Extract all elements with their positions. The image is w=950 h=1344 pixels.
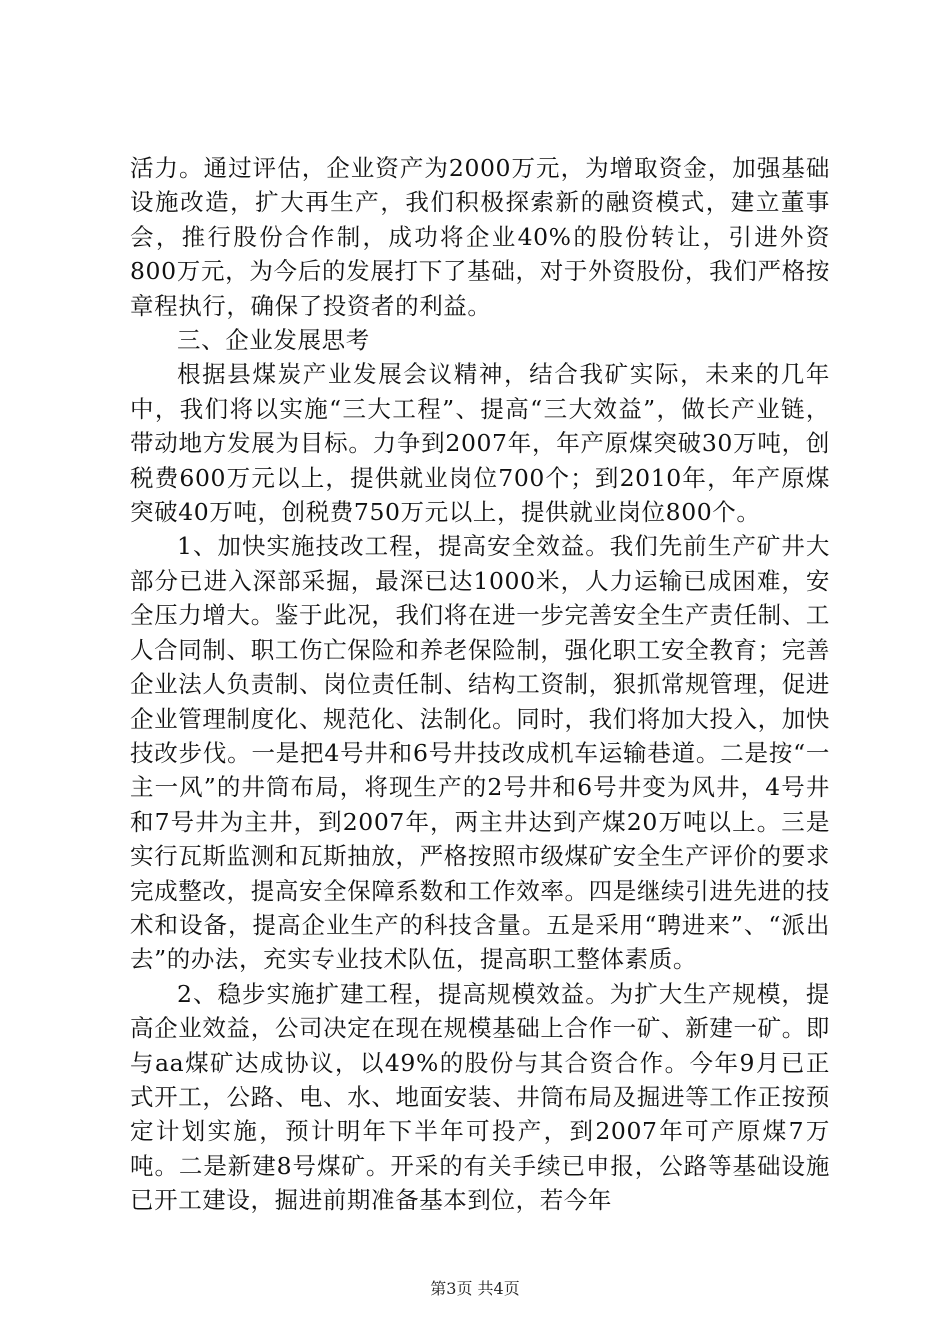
section-heading: 三、企业发展思考: [177, 326, 370, 355]
document-body: [130, 151, 830, 1218]
paragraph-item-2: 2、稳步实施扩建工程，提高规模效益。为扩大生产规模，提高企业效益，公司决定在现在规模基础上合作一矿、新建一矿。即与aa煤矿达成协议，以49%的股份与其合资合作。今年9月已正式开工，公路、电、水、地面安装、井筒布局及掘进等工作正按预定计划实施，预计明年下半年可投产，到2007年可产原煤7万吨。二是新建8号煤矿。开采的有关手续已申报，公路等基础设施已开工建设，掘进前期准备基本到位，若今年: [130, 979, 830, 1215]
page-number: 第3页 共4页: [430, 1279, 520, 1298]
paragraph-item-1: 1、加快实施技改工程，提高安全效益。我们先前生产矿井大部分已进入深部采掘，最深已达1000米，人力运输已成困难，安全压力增大。鉴于此况，我们将在进一步完善安全生产责任制、工人合同制、职工伤亡保险和养老保险制，强化职工安全教育；完善企业法人负责制、岗位责任制、结构工资制，狠抓常规管理，促进企业管理制度化、规范化、法制化。同时，我们将加大投入，加快技改步伐。一是把4号井和6号井技改成机车运输巷道。二是按“一主一风”的井筒布局，将现生产的2号井和6号井变为风井，4号井和7号井为主井，到2007年，两主井达到产煤20万吨以上。三是实行瓦斯监测和瓦斯抽放，严格按照市级煤矿安全生产评价的要求完成整改，提高安全保障系数和工作效率。四是继续引进先进的技术和设备，提高企业生产的科技含量。五是采用“聘进来”、“派出去”的办法，充实专业技术队伍，提高职工整体素质。: [130, 532, 830, 974]
paragraph-development-plan: 根据县煤炭产业发展会议精神，结合我矿实际，未来的几年中，我们将以实施“三大工程”、提高“三大效益”，做长产业链，带动地方发展为目标。力争到2007年，年产原煤突破30万吨，创税费600万元以上，提供就业岗位700个；到2010年，年产原煤突破40万吨，创税费750万元以上，提供就业岗位800个。: [130, 360, 830, 527]
paragraph-continuation: 活力。通过评估，企业资产为2000万元，为增取资金，加强基础设施改造，扩大再生产，我们积极探索新的融资模式，建立董事会，推行股份合作制，成功将企业40%的股份转让，引进外资800万元，为今后的发展打下了基础，对于外资股份，我们严格按章程执行，确保了投资者的利益。: [130, 154, 830, 320]
